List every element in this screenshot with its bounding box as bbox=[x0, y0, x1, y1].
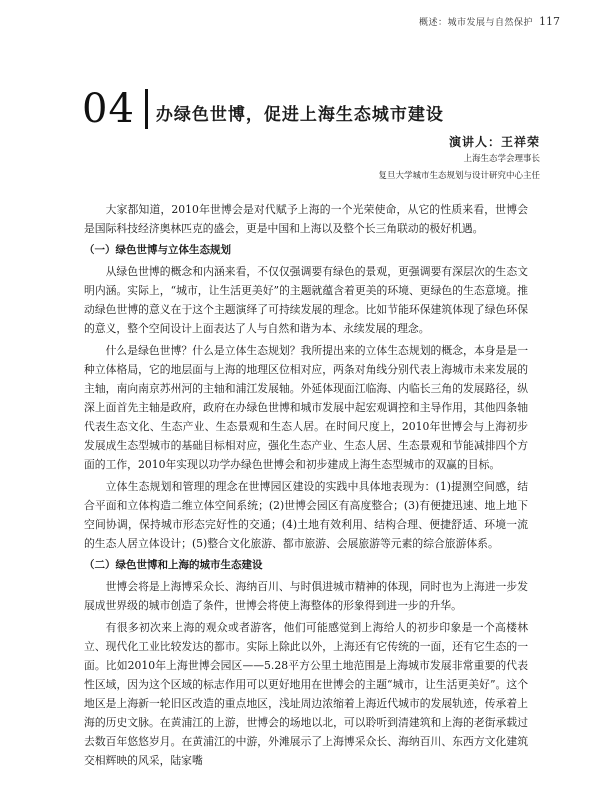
paragraph: 大家都知道，2010年世博会是对代赋予上海的一个光荣使命，从它的性质来看，世博会是国际科技经济奥林匹克的盛会，更是中国和上海以及整个长三角联动的极好机遇。 bbox=[84, 203, 528, 235]
paragraph: 有很多初次来上海的观众或者游客，他们可能感觉到上海给人的初步印象是一个高楼林立、现代化工业比较发达的都市。实际上除此以外，上海还有它传统的一面，还有它生态的一面。比如2010年上海世博会园区——5.28平方公里土地范围是上海城市发展非常重要的代表性区域，因为这个区域的标志作用可以更好地用在世博会的主题“城市，让生活更美好”。这个地区是上海新一轮旧区改造的重点地区，浅址周边浓缩着上海近代城市的发展轨迹，传承着上海的历史文脉。在黄浦江的上游，世博会的场地以北，可以聆听到清建筑和上海的老街承载过去数百年悠悠岁月。在黄浦江的中游，外滩展示了上海博采众长、海纳百川、东西方文化建筑交相辉映的风采，陆家嘴 bbox=[84, 621, 528, 767]
running-header bbox=[419, 15, 560, 28]
section-heading-1: （一）绿色世博与立体生态规划 bbox=[84, 244, 231, 256]
speaker-role-1: 上海生态学会理事长 bbox=[463, 154, 540, 164]
chapter-title: 办绿色世博，促进上海生态城市建设 bbox=[155, 104, 444, 125]
speaker-name: 演讲人：王祥荣 bbox=[448, 135, 540, 149]
paragraph: 世博会将是上海博采众长、海纳百川、与时俱进城市精神的体现，同时也为上海进一步发展成世界级的城市创造了条件，世博会将使上海整体的形象得到进一步的升华。 bbox=[84, 580, 528, 612]
running-title: 概述：城市发展与自然保护 bbox=[418, 18, 533, 28]
chapter-heading bbox=[82, 86, 444, 132]
paragraph: 从绿色世博的概念和内涵来看，不仅仅强调要有绿色的景观，更强调要有深层次的生态文明内涵。实际上，“城市，让生活更美好”的主题就蕴含着更美的环境、更绿色的生态意境。推动绿色世博的意义在于这个主题演绎了可持续发展的理念。比如节能环保建筑体现了绿色环保的意义，整个空间设计上面表达了人与自然和谐为本、永续发展的理念。 bbox=[84, 265, 528, 335]
chapter-number: 04 bbox=[82, 86, 135, 132]
paragraph: 立体生态规划和管理的理念在世博园区建设的实践中具体地表现为：(1)提测空间感，结合平面和立体构造二维立体空间系统；(2)世博会园区有高度整合；(3)有便捷迅速、地上地下空间协调，保持城市形态完好性的交通；(4)土地有效利用、结构合理、便捷舒适、环境一流的生态人居立体设计；(5)整合文化旅游、都市旅游、会展旅游等元素的综合旅游体系。 bbox=[84, 480, 528, 550]
speaker-role-2: 复旦大学城市生态规划与设计研究中心主任 bbox=[378, 171, 540, 181]
speaker-info bbox=[378, 134, 540, 185]
page-number: 117 bbox=[539, 15, 560, 28]
chapter-divider bbox=[145, 89, 148, 129]
paragraph: 什么是绿色世博？什么是立体生态规划？我所提出来的立体生态规划的概念，本身是是一种立体格局，它的地层面与上海的地理区位相对应，两条对角线分别代表上海城市未来发展的主轴，南向南京苏州河的主轴和浦江发展轴。外延体现面江临海、内临长三角的发展路径，纵深上面首先主轴是政府，政府在办绿色世博和城市发展中起宏观调控和主导作用，其他四条轴代表生态文化、生态产业、生态景观和生态人居。在时间尺度上，2010年世博会与上海初步发展成生态型城市的基础目标相对应，强化生态产业、生态人居、生态景观和节能减排四个方面的工作，2010年实现以功学办绿色世博会和初步建成上海生态型城市的双赢的目标。 bbox=[84, 344, 528, 471]
section-heading-2: （二）绿色世博和上海的城市生态建设 bbox=[84, 559, 263, 571]
article-body bbox=[84, 200, 528, 773]
